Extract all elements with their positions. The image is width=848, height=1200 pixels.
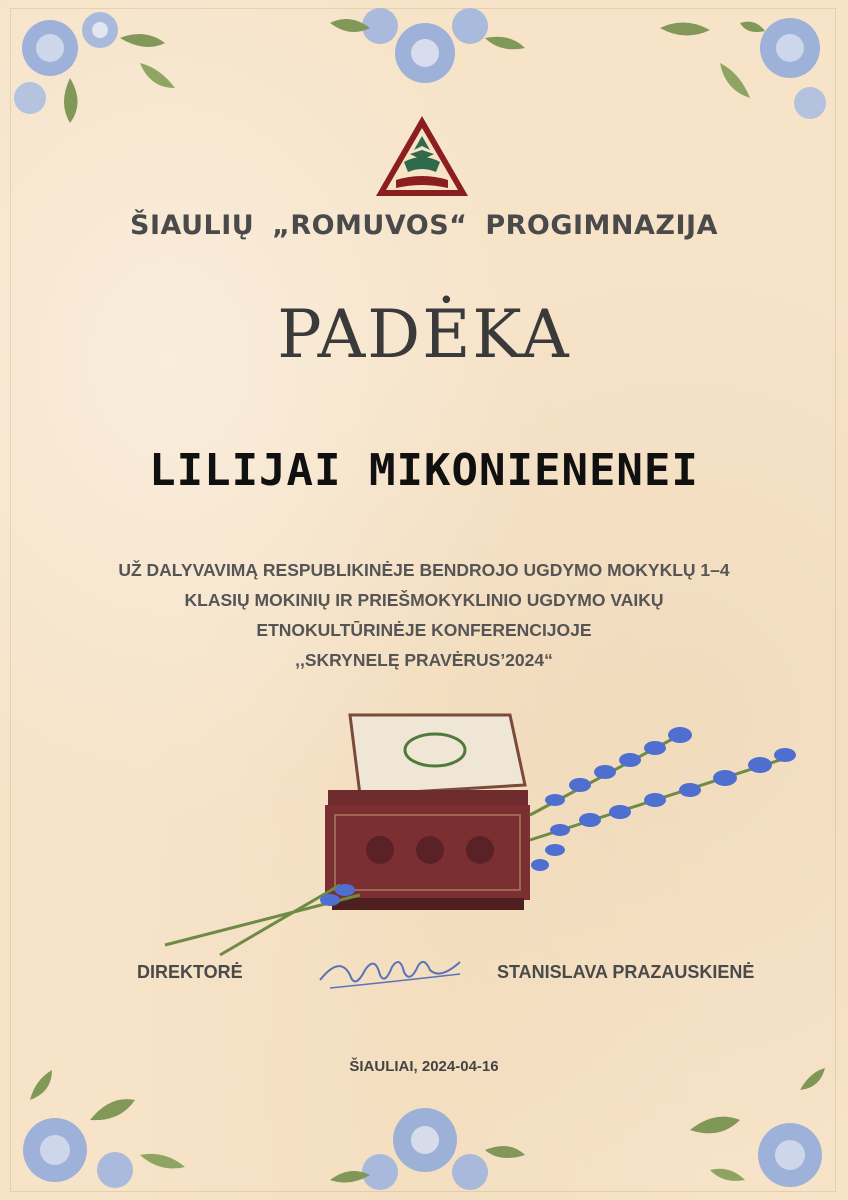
school-name: ŠIAULIŲ „ROMUVOS“ PROGIMNAZIJA	[130, 210, 718, 241]
flower-corner-icon	[320, 1080, 530, 1192]
place-date: ŠIAULIAI, 2024-04-16	[349, 1058, 499, 1075]
signature-mark	[310, 950, 470, 1000]
certificate-title: PADĖKA	[277, 296, 571, 373]
flower-corner-icon	[310, 8, 540, 108]
signatory-role: DIREKTORĖ	[137, 962, 243, 982]
flower-corner-icon	[640, 8, 836, 128]
description-line: KLASIŲ MOKINIŲ IR PRIEŠMOKYKLINIO UGDYMO VAIKŲ	[184, 590, 664, 610]
recipient-name: LILIJAI MIKONIENENEI	[149, 445, 699, 496]
description-line: UŽ DALYVAVIMĄ RESPUBLIKINĖJE BENDROJO UGDYMO MOKYKLŲ 1–4	[118, 560, 730, 580]
signatory-name: STANISLAVA PRAZAUSKIENĖ	[497, 962, 755, 982]
chest-lavender-illustration	[160, 700, 820, 960]
school-logo-icon	[374, 114, 470, 198]
flower-corner-icon	[10, 1060, 210, 1192]
flower-corner-icon	[650, 1060, 836, 1192]
description-line: ETNOKULTŪRINĖJE KONFERENCIJOJE	[256, 620, 592, 640]
flower-corner-icon	[10, 8, 200, 128]
description-line: ,,SKRYNELĘ PRAVĖRUS’2024“	[295, 650, 553, 670]
award-description	[60, 555, 788, 675]
